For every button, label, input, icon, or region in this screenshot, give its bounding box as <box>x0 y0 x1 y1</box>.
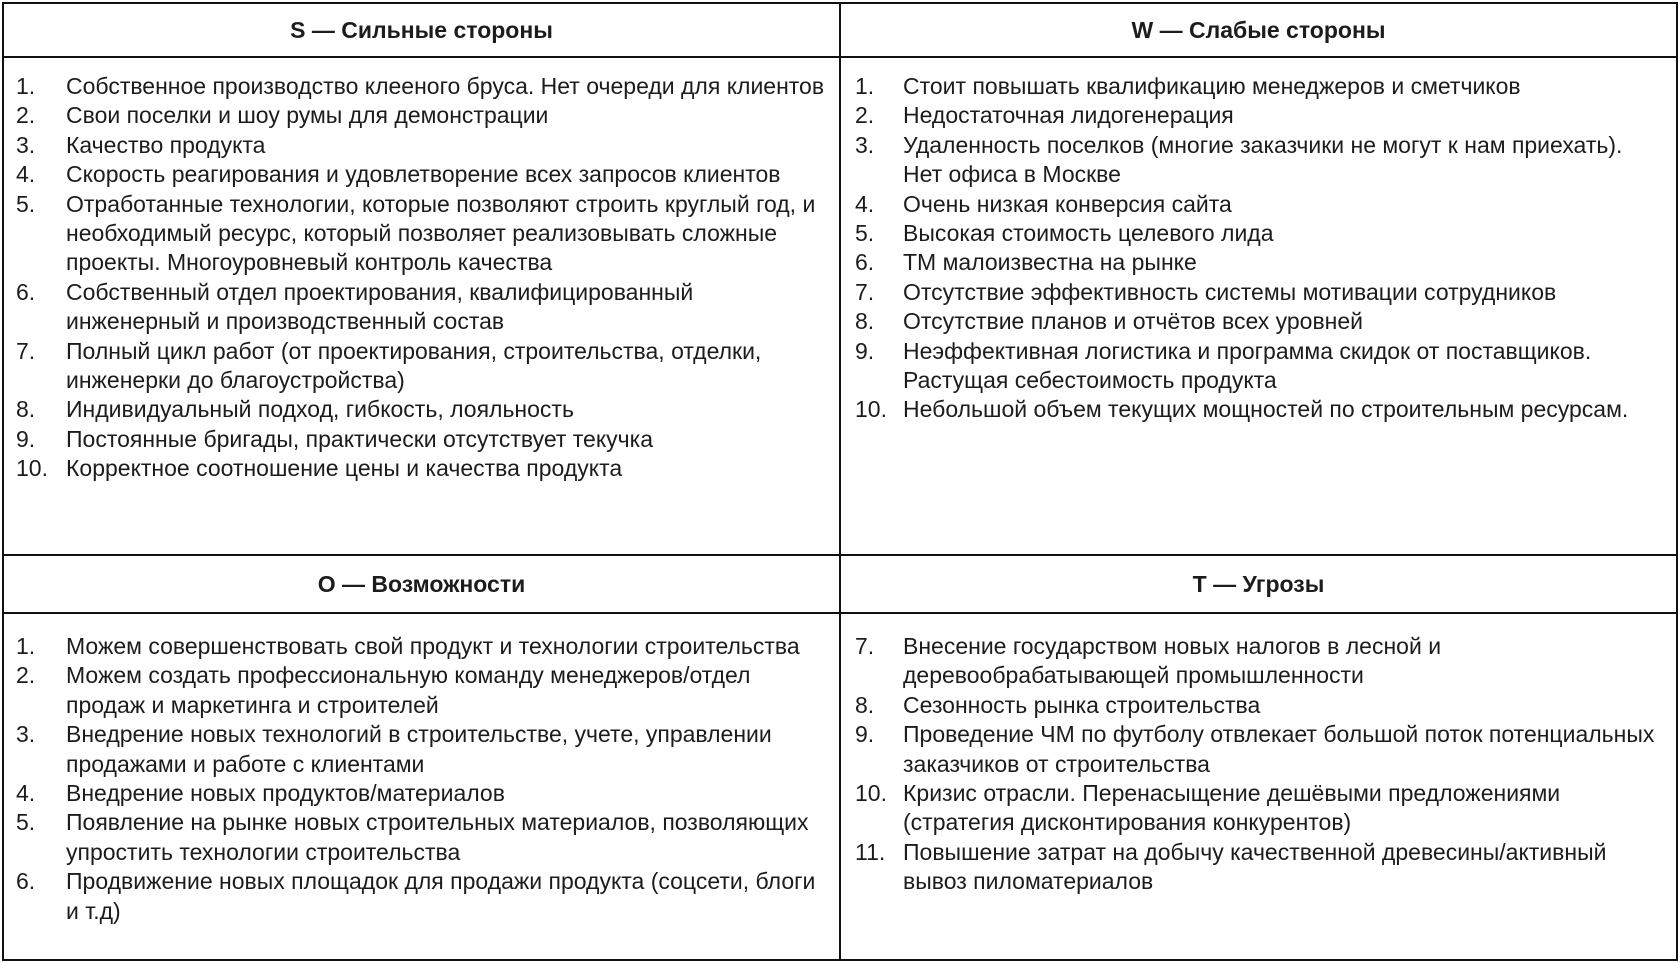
threats-cell <box>841 614 1676 959</box>
list-item-number-wrap <box>841 248 903 277</box>
list-item <box>841 337 1662 396</box>
list-item-number: 8. <box>855 691 875 718</box>
list-item-number-wrap <box>4 720 66 779</box>
weaknesses-title: W — Слабые стороны <box>1131 16 1386 43</box>
list-item-number-wrap <box>841 72 903 101</box>
list-item-text: Недостаточная лидогенерация <box>903 102 1234 129</box>
list-item-text: Проведение ЧМ по футболу отвлекает большой поток потенциальных заказчиков от строительства <box>903 721 1655 777</box>
list-item-number: 6. <box>855 249 875 276</box>
list-item-number-wrap <box>4 395 66 424</box>
list-item-number: 8. <box>16 396 36 423</box>
list-item-number-wrap <box>841 395 903 424</box>
list-item-number: 9. <box>855 721 875 748</box>
list-item-number-wrap <box>841 190 903 219</box>
list-item-text: Повышение затрат на добычу качественной древесины/активный вывоз пиломатериалов <box>903 838 1607 895</box>
list-item-number-wrap <box>841 779 903 838</box>
list-item-number: 10. <box>855 396 887 423</box>
list-item-text: Полный цикл работ (от проектирования, строительства, отделки, инженерки до благоустройства) <box>66 337 762 394</box>
list-item <box>841 691 1662 720</box>
list-item-text: Сезонность рынка строительства <box>903 691 1261 718</box>
list-item-number-wrap <box>4 160 66 189</box>
list-item-text: Отсутствие эффективность системы мотивации сотрудников <box>903 278 1557 305</box>
list-item-number-wrap <box>4 867 66 926</box>
threats-header <box>841 556 1676 614</box>
list-item-text: Очень низкая конверсия сайта <box>903 190 1232 217</box>
list-item <box>841 101 1662 130</box>
list-item-number: 8. <box>855 308 875 335</box>
list-item-number: 2. <box>855 102 875 129</box>
list-item-text: Стоит повышать квалификацию менеджеров и сметчиков <box>903 73 1521 99</box>
list-item-number: 3. <box>16 721 36 748</box>
list-item-number-wrap <box>841 307 903 336</box>
list-item <box>841 720 1662 779</box>
list-item-number-wrap <box>4 779 66 808</box>
list-item-number-wrap <box>4 101 66 130</box>
list-item-number-wrap <box>841 219 903 248</box>
list-item <box>4 632 825 661</box>
strengths-cell <box>4 58 841 556</box>
threats-title: T — Угрозы <box>1192 570 1325 597</box>
list-item-number: 6. <box>16 868 36 895</box>
list-item-number: 5. <box>855 220 875 247</box>
swot-table <box>2 2 1678 961</box>
list-item-number: 3. <box>16 131 36 158</box>
list-item-number: 4. <box>855 190 875 217</box>
list-item-number-wrap <box>841 720 903 779</box>
list-item-text: Отсутствие планов и отчётов всех уровней <box>903 308 1364 335</box>
list-item-text: Кризис отрасли. Перенасыщение дешёвыми предложениями (стратегия дисконтирования конкурентов) <box>903 780 1561 836</box>
list-item <box>841 632 1662 691</box>
list-item-text: Небольшой объем текущих мощностей по строительным ресурсам. <box>903 396 1629 423</box>
list-item-number: 7. <box>16 337 36 364</box>
list-item-number: 11. <box>855 838 886 865</box>
list-item-text: ТМ малоизвестна на рынке <box>903 249 1197 276</box>
list-item-text: Удаленность поселков (многие заказчики не могут к нам приехать). Нет офиса в Москве <box>903 131 1623 188</box>
list-item-text: Внедрение новых продуктов/материалов <box>66 780 505 807</box>
list-item <box>4 160 825 189</box>
threats-list <box>841 632 1662 897</box>
list-item-number: 1. <box>855 73 875 99</box>
list-item <box>4 454 825 483</box>
list-item-number-wrap <box>841 691 903 720</box>
strengths-title: S — Сильные стороны <box>290 16 553 43</box>
list-item-number: 5. <box>16 190 36 217</box>
list-item-number: 6. <box>16 278 36 305</box>
list-item <box>841 72 1662 101</box>
list-item-number-wrap <box>841 101 903 130</box>
list-item-text: Неэффективная логистика и программа скидок от поставщиков. Растущая себестоимость продукта <box>903 337 1592 394</box>
list-item <box>841 395 1662 424</box>
list-item-number: 7. <box>855 633 875 659</box>
list-item <box>4 779 825 808</box>
list-item-number-wrap <box>841 838 903 897</box>
list-item <box>4 661 825 720</box>
list-item-number-wrap <box>4 131 66 160</box>
list-item <box>841 278 1662 307</box>
opportunities-cell <box>4 614 841 959</box>
list-item <box>4 867 825 926</box>
list-item-number-wrap <box>841 131 903 190</box>
list-item-number: 10. <box>855 780 887 807</box>
list-item <box>841 131 1662 190</box>
list-item-text: Индивидуальный подход, гибкость, лояльность <box>66 396 574 423</box>
list-item-text: Постоянные бригады, практически отсутствует текучка <box>66 425 654 452</box>
list-item-number: 3. <box>855 131 875 158</box>
list-item <box>4 395 825 424</box>
opportunities-list <box>4 632 825 926</box>
opportunities-title: O — Возможности <box>317 570 526 597</box>
list-item-number-wrap <box>4 808 66 867</box>
list-item-number-wrap <box>4 337 66 396</box>
list-item <box>4 720 825 779</box>
list-item <box>4 278 825 337</box>
list-item <box>4 72 825 101</box>
list-item-text: Можем создать профессиональную команду менеджеров/отдел продаж и маркетинга и строителей <box>66 662 751 718</box>
list-item-number-wrap <box>4 72 66 101</box>
list-item-number-wrap <box>4 454 66 483</box>
list-item-text: Свои поселки и шоу румы для демонстрации <box>66 102 549 129</box>
opportunities-header <box>4 556 841 614</box>
list-item-number-wrap <box>841 278 903 307</box>
list-item <box>4 425 825 454</box>
list-item-text: Скорость реагирования и удовлетворение всех запросов клиентов <box>66 161 781 188</box>
list-item <box>4 808 825 867</box>
list-item-text: Собственный отдел проектирования, квалифицированный инженерный и производственный состав <box>66 278 694 335</box>
list-item-number-wrap <box>841 337 903 396</box>
list-item-text: Качество продукта <box>66 131 266 158</box>
list-item-number: 9. <box>16 425 36 452</box>
list-item-number: 2. <box>16 102 36 129</box>
list-item-text: Можем совершенствовать свой продукт и технологии строительства <box>66 633 800 659</box>
list-item-text: Продвижение новых площадок для продажи продукта (соцсети, блоги и т.д) <box>66 868 816 924</box>
list-item <box>841 190 1662 219</box>
list-item-text: Внесение государством новых налогов в лесной и деревообрабатывающей промышленности <box>903 633 1442 689</box>
strengths-header <box>4 4 841 58</box>
list-item <box>4 101 825 130</box>
list-item-number: 2. <box>16 662 36 689</box>
list-item <box>841 219 1662 248</box>
list-item <box>841 779 1662 838</box>
list-item-number: 4. <box>16 161 36 188</box>
list-item <box>841 838 1662 897</box>
list-item-number: 1. <box>16 73 36 99</box>
weaknesses-list <box>841 72 1662 425</box>
list-item-number-wrap <box>4 278 66 337</box>
list-item-number: 7. <box>855 278 875 305</box>
list-item-number-wrap <box>4 190 66 278</box>
list-item-text: Высокая стоимость целевого лида <box>903 220 1274 247</box>
weaknesses-cell <box>841 58 1676 556</box>
list-item-number-wrap <box>4 425 66 454</box>
list-item-number: 4. <box>16 780 36 807</box>
list-item-text: Появление на рынке новых строительных материалов, позволяющих упростить технологии строительства <box>66 809 809 865</box>
list-item-number: 10. <box>16 455 48 482</box>
list-item-number: 9. <box>855 337 875 364</box>
list-item <box>841 248 1662 277</box>
list-item-number-wrap <box>4 661 66 720</box>
list-item-number-wrap <box>841 632 903 691</box>
list-item-text: Отработанные технологии, которые позволяют строить круглый год, и необходимый ресурс, который позволяет реализовывать сложные проекты. Многоуровневый контроль качества <box>66 190 816 276</box>
list-item-number: 1. <box>16 633 36 659</box>
strengths-list <box>4 72 825 484</box>
list-item-text: Внедрение новых технологий в строительстве, учете, управлении продажами и работе с клиентами <box>66 721 772 777</box>
list-item-number: 5. <box>16 809 36 836</box>
list-item-number-wrap <box>4 632 66 661</box>
list-item-text: Корректное соотношение цены и качества продукта <box>66 455 623 482</box>
list-item <box>4 131 825 160</box>
list-item <box>4 190 825 278</box>
list-item-text: Собственное производство клееного бруса. Нет очереди для клиентов <box>66 73 825 99</box>
list-item <box>4 337 825 396</box>
list-item <box>841 307 1662 336</box>
weaknesses-header <box>841 4 1676 58</box>
